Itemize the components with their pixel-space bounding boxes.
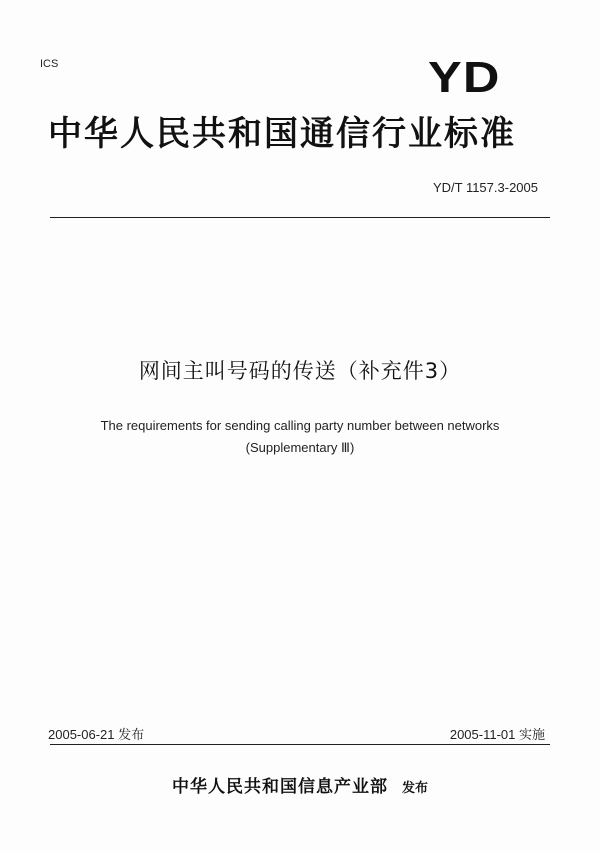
publisher-line <box>0 772 600 797</box>
ics-label: ICS <box>40 58 59 70</box>
top-divider <box>50 217 550 218</box>
bottom-divider <box>50 744 550 745</box>
yd-logo: YD <box>428 53 501 102</box>
implementation-date: 2005-11-01 实施 <box>449 727 545 742</box>
document-title-english: The requirements for sending calling party number between networks <box>100 418 500 433</box>
standard-number: YD/T 1157.3-2005 <box>432 180 538 195</box>
document-title-chinese: 网间主叫号码的传送（补充件3） <box>138 359 462 383</box>
publisher-name: 中华人民共和国信息产业部 <box>171 777 388 797</box>
org-title: 中华人民共和国通信行业标准 <box>48 114 516 154</box>
publisher-action: 发布 <box>401 781 428 796</box>
document-subtitle-english: (Supplementary Ⅲ) <box>245 440 355 455</box>
issue-date: 2005-06-21 发布 <box>48 727 145 742</box>
